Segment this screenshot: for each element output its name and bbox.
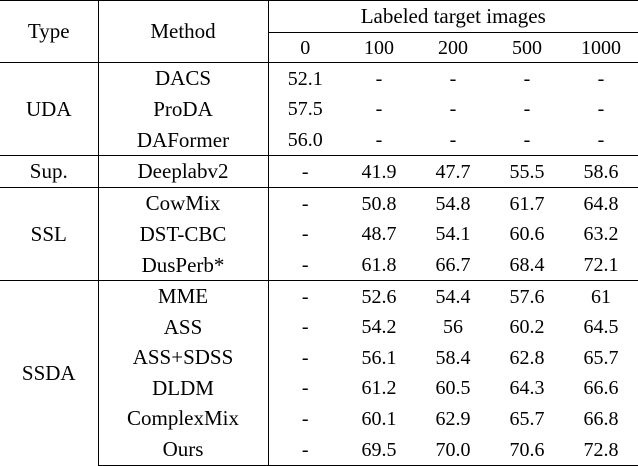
value-cell: - xyxy=(301,407,309,430)
value-cell: - xyxy=(301,346,309,369)
value-cell: 54.4 xyxy=(416,281,490,312)
value-cell: 62.8 xyxy=(509,346,545,369)
header-type: Type xyxy=(0,1,98,63)
table-header-row-primary xyxy=(0,1,638,33)
value-cell: - xyxy=(523,98,531,121)
header-column-500: 500 xyxy=(512,36,542,59)
value-cell: 66.7 xyxy=(435,254,471,277)
method-label-proda: ProDA xyxy=(98,94,268,125)
method-label-asssdss: ASS+SDSS xyxy=(98,343,268,374)
type-label-ssda: SSDA xyxy=(0,281,98,466)
value-cell: 64.5 xyxy=(583,316,619,339)
value-cell: - xyxy=(375,129,383,152)
value-cell: 66.8 xyxy=(583,407,619,430)
value-cell: - xyxy=(490,63,564,94)
header-column-0: 0 xyxy=(300,36,311,59)
value-cell: - xyxy=(268,188,342,219)
value-cell: 54.2 xyxy=(361,316,397,339)
value-cell: 60.6 xyxy=(509,223,545,246)
method-label-dacs: DACS xyxy=(98,63,268,94)
value-cell: - xyxy=(597,129,605,152)
value-cell: 69.5 xyxy=(342,434,416,465)
table-row xyxy=(0,281,638,312)
value-cell: - xyxy=(301,377,309,400)
value-cell: 47.7 xyxy=(416,156,490,188)
method-label-mme: MME xyxy=(98,281,268,312)
value-cell: 61.8 xyxy=(361,254,397,277)
method-label-complexmix: ComplexMix xyxy=(98,404,268,435)
method-label-dstcbc: DST-CBC xyxy=(98,219,268,250)
value-cell: - xyxy=(523,129,531,152)
value-cell: 54.8 xyxy=(416,188,490,219)
value-cell: 58.6 xyxy=(564,156,638,188)
type-label-uda: UDA xyxy=(0,63,98,156)
value-cell: 61 xyxy=(564,281,638,312)
value-cell: 54.1 xyxy=(435,223,471,246)
header-column-200: 200 xyxy=(438,36,468,59)
value-cell: 61.2 xyxy=(361,377,397,400)
value-cell: 57.6 xyxy=(490,281,564,312)
value-cell: 66.6 xyxy=(583,377,619,400)
value-cell: 58.4 xyxy=(435,346,471,369)
value-cell: - xyxy=(375,98,383,121)
value-cell: 56.0 xyxy=(287,129,323,152)
value-cell: 61.7 xyxy=(490,188,564,219)
value-cell: 55.5 xyxy=(490,156,564,188)
value-cell: 57.5 xyxy=(287,98,323,121)
value-cell: - xyxy=(449,129,457,152)
value-cell: 65.7 xyxy=(583,346,619,369)
value-cell: 48.7 xyxy=(361,223,397,246)
method-label-cowmix: CowMix xyxy=(98,188,268,219)
value-cell: 60.2 xyxy=(509,316,545,339)
header-column-1000: 1000 xyxy=(581,36,621,59)
value-cell: 68.4 xyxy=(509,254,545,277)
value-cell: - xyxy=(342,63,416,94)
value-cell: - xyxy=(301,316,309,339)
value-cell: - xyxy=(301,223,309,246)
value-cell: - xyxy=(268,156,342,188)
value-cell: 70.6 xyxy=(490,434,564,465)
method-label-ass: ASS xyxy=(98,312,268,343)
value-cell: - xyxy=(449,98,457,121)
value-cell: 64.3 xyxy=(509,377,545,400)
method-label-dldm: DLDM xyxy=(98,373,268,404)
value-cell: 64.8 xyxy=(564,188,638,219)
value-cell: - xyxy=(416,63,490,94)
table-row xyxy=(0,63,638,94)
value-cell: - xyxy=(268,434,342,465)
method-label-deeplabv2: Deeplabv2 xyxy=(98,156,268,188)
value-cell: 41.9 xyxy=(342,156,416,188)
table-row xyxy=(0,188,638,219)
header-group-labeled-target-images: Labeled target images xyxy=(268,1,638,33)
value-cell: 72.8 xyxy=(564,434,638,465)
value-cell: 50.8 xyxy=(342,188,416,219)
value-cell: 72.1 xyxy=(583,254,619,277)
type-label-sup: Sup. xyxy=(0,156,98,188)
value-cell: 56.1 xyxy=(361,346,397,369)
value-cell: - xyxy=(301,254,309,277)
method-label-dusperb: DusPerb* xyxy=(98,250,268,281)
header-method: Method xyxy=(98,1,268,63)
method-label-daformer: DAFormer xyxy=(98,125,268,156)
value-cell: 56 xyxy=(443,316,463,339)
value-cell: 70.0 xyxy=(416,434,490,465)
value-cell: - xyxy=(597,98,605,121)
value-cell: 62.9 xyxy=(435,407,471,430)
value-cell: - xyxy=(268,281,342,312)
value-cell: 60.5 xyxy=(435,377,471,400)
value-cell: 52.6 xyxy=(342,281,416,312)
value-cell: - xyxy=(564,63,638,94)
method-label-ours: Ours xyxy=(98,434,268,465)
header-column-100: 100 xyxy=(364,36,394,59)
table-row xyxy=(0,156,638,188)
value-cell: 52.1 xyxy=(268,63,342,94)
value-cell: 65.7 xyxy=(509,407,545,430)
type-label-ssl: SSL xyxy=(0,188,98,281)
value-cell: 63.2 xyxy=(583,223,619,246)
value-cell: 60.1 xyxy=(361,407,397,430)
